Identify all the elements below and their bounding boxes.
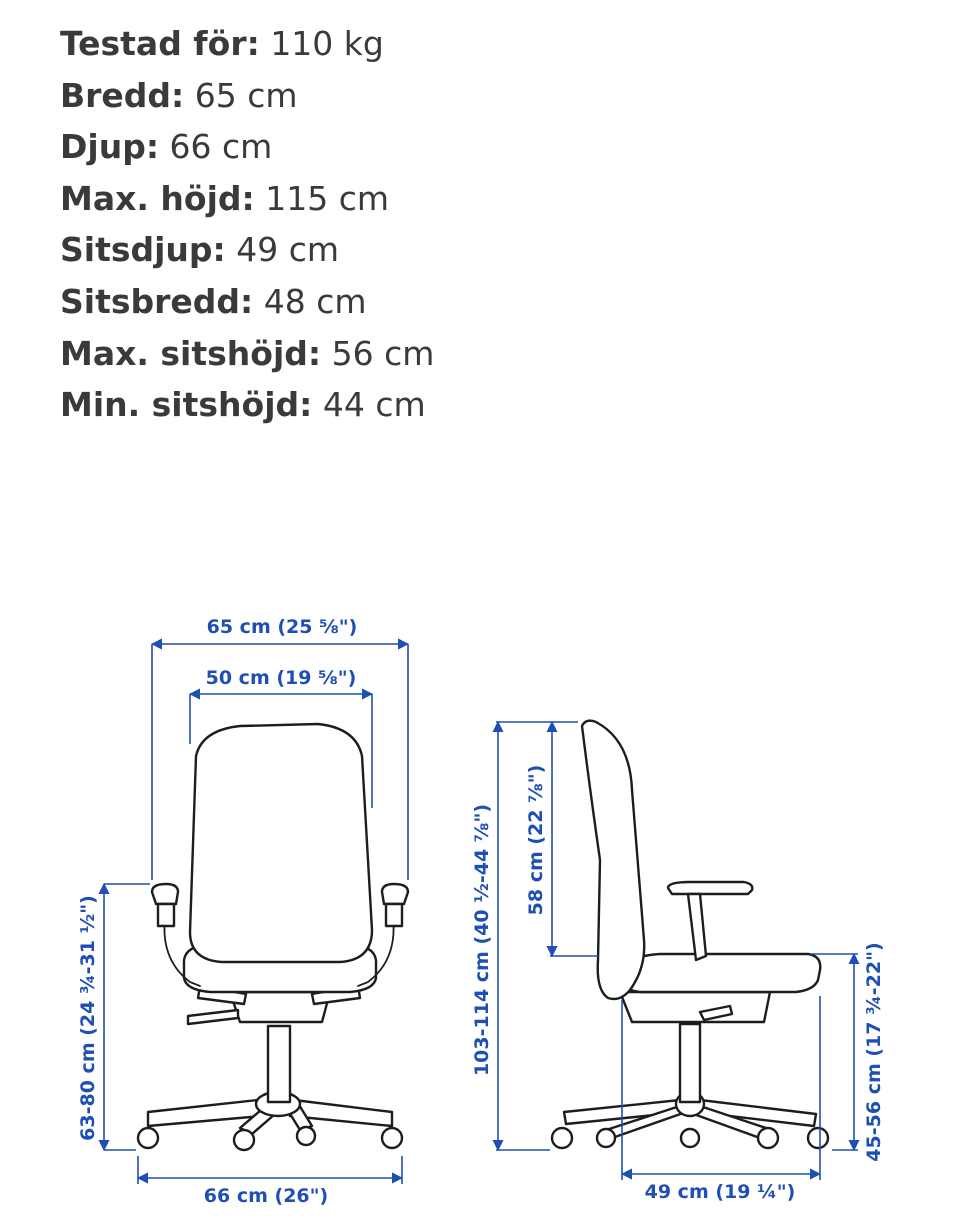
front-view-chair	[138, 724, 408, 1150]
armrest-height-dimension: 63-80 cm (24 ¾-31 ½")	[77, 895, 99, 1141]
spec-label: Sitsdjup:	[60, 230, 226, 270]
spec-value: 49 cm	[236, 230, 340, 270]
spec-label: Testad för:	[60, 24, 260, 63]
spec-label: Min. sitshöjd:	[60, 385, 313, 425]
spec-label: Bredd:	[60, 75, 185, 115]
spec-label: Max. sitshöjd:	[60, 333, 322, 373]
spec-value: 66 cm	[169, 127, 273, 167]
side-view-chair	[552, 721, 828, 1148]
spec-value: 110 kg	[270, 24, 384, 63]
spec-value: 115 cm	[265, 178, 389, 218]
spec-value: 48 cm	[263, 281, 367, 321]
total-height-dimension: 103-114 cm (40 ½-44 ⅞")	[471, 803, 493, 1077]
seat-depth-dimension: 49 cm (19 ¼")	[644, 1181, 796, 1203]
total-width-dimension: 65 cm (25 ⅝")	[206, 616, 358, 638]
base-width-dimension: 66 cm (26")	[203, 1185, 329, 1207]
seat-height-dimension: 45-56 cm (17 ¾-22")	[863, 942, 885, 1162]
back-width-dimension: 50 cm (19 ⅝")	[205, 667, 357, 689]
spec-label: Sitsbredd:	[60, 281, 254, 321]
spec-value: 44 cm	[322, 385, 426, 425]
backrest-height-dimension: 58 cm (22 ⅞")	[525, 764, 547, 916]
spec-value: 56 cm	[331, 333, 435, 373]
spec-value: 65 cm	[194, 75, 298, 115]
spec-label: Max. höjd:	[60, 178, 255, 218]
spec-label: Djup:	[60, 127, 160, 167]
